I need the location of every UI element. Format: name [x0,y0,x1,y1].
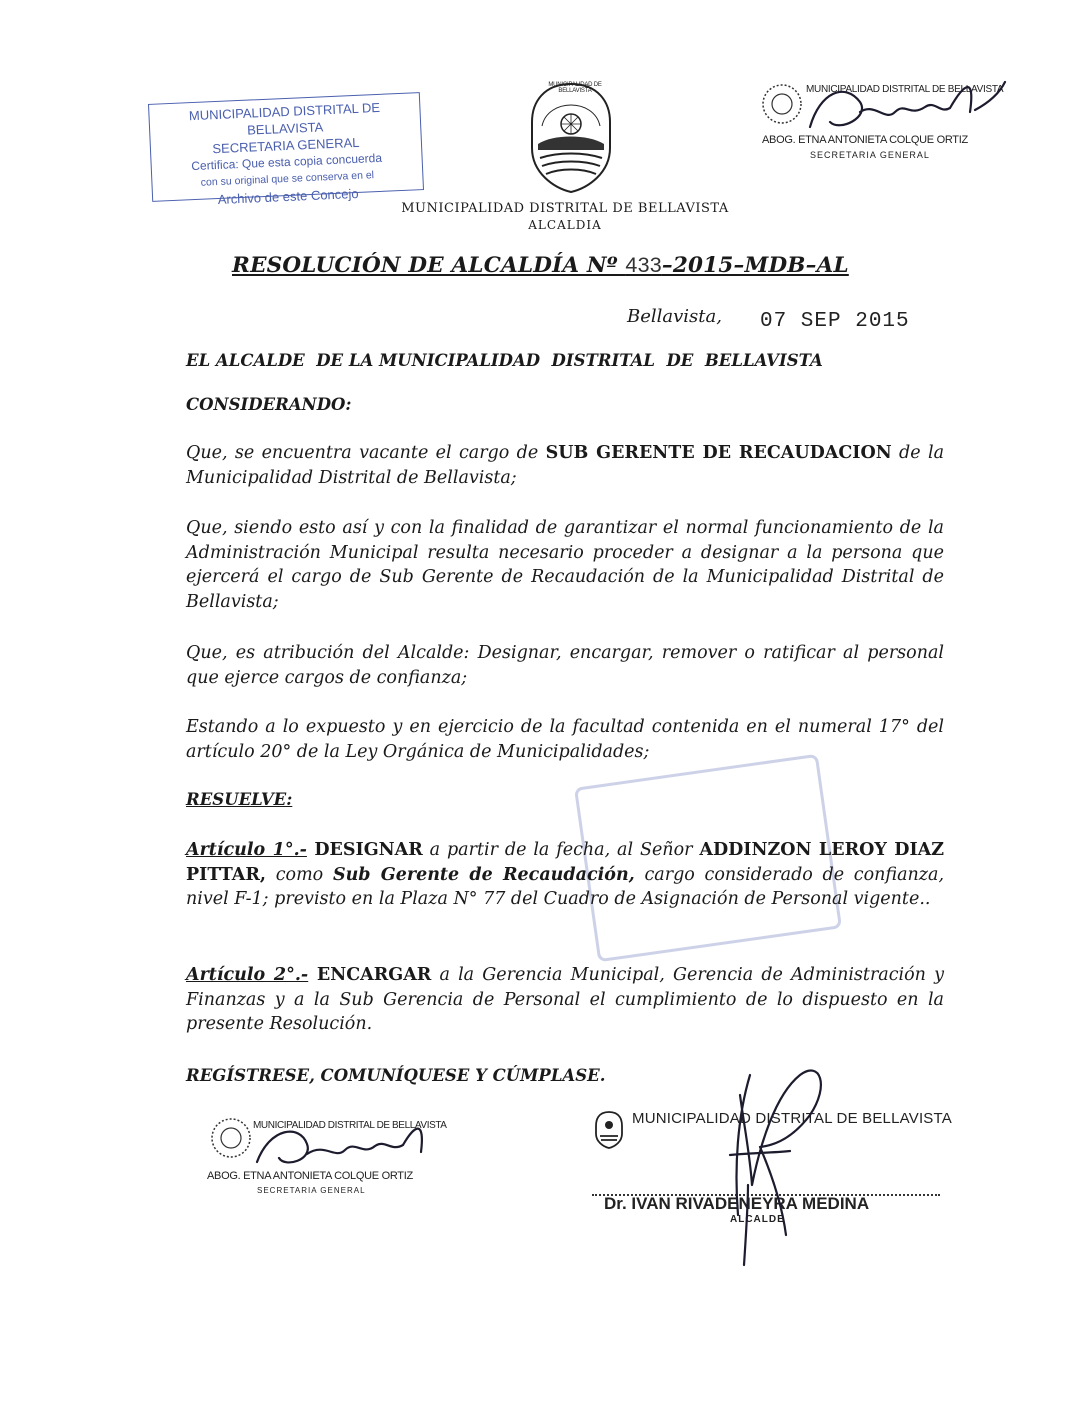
signature-entity: MUNICIPALIDAD DISTRITAL DE BELLAVISTA [253,1120,447,1131]
date-place: Bellavista, [627,306,722,327]
date-stamp: 07 SEP 2015 [760,310,910,333]
considerando-paragraph-3: Que, es atribución del Alcalde: Designar, encargar, remover o ratificar al personal que ejerce cargos de confianza; [186,643,944,688]
institution-name: MUNICIPALIDAD DISTRITAL DE BELLAVISTA [401,201,729,216]
closing-formula: REGÍSTRESE, COMUNÍQUESE Y CÚMPLASE. [186,1066,606,1085]
resuelve-heading: RESUELVE: [186,790,293,809]
municipal-crest-icon [528,78,614,196]
signature-scribble-icon [800,72,1020,152]
resolution-title [232,253,849,278]
title-prefix: RESOLUCIÓN DE ALCALDÍA Nº [232,253,626,278]
article-2 [186,963,944,1037]
mayor-role: ALCALDE [730,1214,785,1225]
considerando-paragraph-1 [186,441,944,490]
appointed-post: Sub Gerente de Recaudación, [332,864,635,885]
resolution-number: 433 [625,253,662,277]
p1-bold: SUB GERENTE DE RECAUDACION [545,443,892,463]
signature-name: ABOG. ETNA ANTONIETA COLQUE ORTIZ [207,1170,413,1182]
title-suffix: –2015–MDB–AL [661,253,849,278]
secretary-seal-top [760,78,1030,168]
mayor-signature-scribble-icon [690,1035,850,1285]
p1-text: Que, se encuentra vacante el cargo de [186,443,546,463]
seal-role: SECRETARIA GENERAL [810,150,930,160]
signature-scribble-icon [245,1112,465,1182]
appointee-name: ADDINZON LEROY DIAZ PITTAR, [186,840,944,885]
stamp-line: con su original que se conserva en el [200,169,375,189]
stamp-line: SECRETARIA GENERAL [212,134,360,157]
article-1 [186,838,944,912]
seal-name: ABOG. ETNA ANTONIETA COLQUE ORTIZ [762,134,968,146]
seal-entity: MUNICIPALIDAD DISTRITAL DE BELLAVISTA [806,84,1004,95]
article-2-verb: ENCARGAR [308,965,432,985]
p1-end: de la Municipalidad Distrital de Bellavista; [186,443,944,488]
considerando-paragraph-2: Que, siendo esto así y con la finalidad de garantizar el normal funcionamiento de la Administración Municipal resulta necesario proceder a designar a la persona que ejercerá el cargo de Sub Gerente de Recaudación de la Municipalidad Distrital de Bellavista; [186,518,944,612]
mayor-emblem-icon [594,1110,624,1150]
secretary-signature-block [205,1112,465,1212]
article-1-verb: DESIGNAR [306,840,423,860]
article-1-label: Artículo 1°.- [186,840,307,860]
crest-text: MUNICIPALIDAD DE BELLAVISTA [548,82,602,94]
certification-stamp [148,92,424,208]
article-2-text: a la Gerencia Municipal, Gerencia de Administración y Finanzas y a la Sub Gerencia de Personal el cumplimiento de lo dispuesto en la presente Resolución. [186,965,944,1034]
authority-heading: EL ALCALDE DE LA MUNICIPALIDAD DISTRITAL DE BELLAVISTA [186,351,823,370]
signature-role: SECRETARIA GENERAL [257,1186,366,1195]
stamp-line: MUNICIPALIDAD DISTRITAL DE BELLAVISTA [188,99,381,138]
mayor-name: Dr. IVAN RIVADENEYRA MEDINA [604,1194,870,1213]
seal-emblem-icon [760,82,804,126]
article-2-label: Artículo 2°.- [186,965,309,985]
considerando-heading: CONSIDERANDO: [186,395,352,414]
article-1-text-2: como [266,864,333,885]
article-1-text-3: cargo considerado de confianza, nivel F-1; previsto en la Plaza N° 77 del Cuadro de Asignación de Personal vigente.. [186,864,945,909]
article-1-text: a partir de la fecha, al Señor [422,840,700,860]
office-name: ALCALDIA [528,218,602,232]
considerando-paragraph-4: Estando a lo expuesto y en ejercicio de la facultad contenida en el numeral 17° del artículo 20° de la Ley Orgánica de Municipalidades; [186,717,944,762]
mayor-entity: MUNICIPALIDAD DISTRITAL DE BELLAVISTA [632,1110,952,1127]
stamp-line: Archivo de este Concejo [217,185,359,208]
stamp-line: Certifica: Que esta copia concuerda [191,150,383,174]
